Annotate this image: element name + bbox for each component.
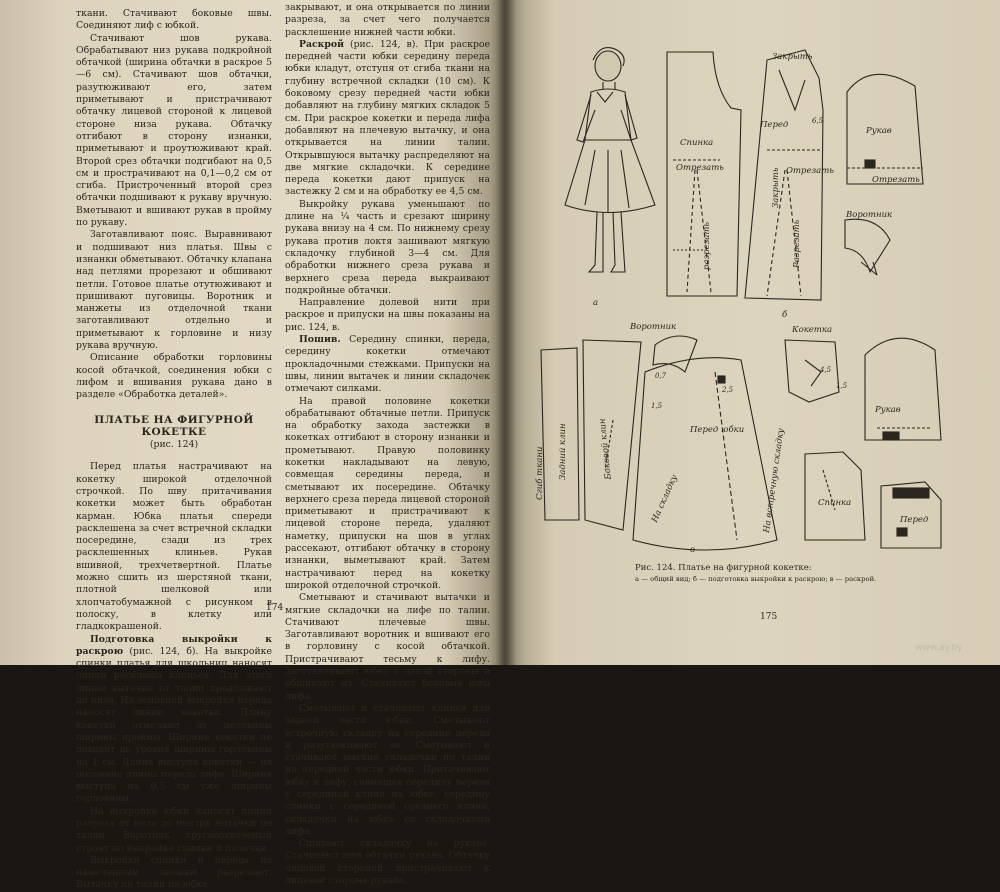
dimension-label: 6,5	[812, 117, 824, 125]
dimension-label: 1,5	[836, 382, 848, 390]
label-pered-yubki: Перед юбки	[690, 425, 745, 435]
paragraph: Описание обработки горловины косой обтачкой, соединения юбки с лифом и вшивания рукава дано в разделе «Обработка деталей».	[76, 352, 272, 401]
label-otrezat-front: Отрезать	[786, 166, 834, 176]
book-gutter	[496, 0, 516, 665]
label-koketka: Кокетка	[792, 325, 833, 335]
label-bokovoy-klin: Боковой клин	[597, 417, 614, 480]
label-zakryt: Закрыть	[772, 52, 813, 62]
cut-sleeve	[865, 338, 941, 440]
paragraph: Сметывают и стачивают вытачки и мягкие складочки на лифе по талии. Стачивают плечевые швы. Заготавливают воротник и вшивают его в горловину с косой обтачкой. Пристрачивают тесьму к лифу. Заготавливают юбку с левой стороны и обшивают их. Стачивают боковые швы лифа.	[285, 592, 490, 702]
cut-back-bodice	[805, 452, 865, 540]
paragraph-text: Середину спинки, переда, середину кокетки отмечают прокладочными стежками. Припуски на швы, линии вытачек и линии складочек отмечают силками.	[285, 334, 490, 395]
label-figure-b: б	[782, 310, 788, 320]
label-otrezat: Отрезать	[676, 163, 724, 173]
watermark: www.ay.by	[915, 643, 963, 653]
paragraph: Заготавливают пояс. Выравнивают и подшивают низ платья. Швы с изнанки обметывают. Обтачку клапана над петлями прорезают и обшивают петли. Готовое платье отутюживают и пришивают пуговицы. Воротник и манжеты из отделочной ткани заготавливают отдельно и приметывают к горловине и низу рукава вручную.	[76, 229, 272, 352]
caption-legend: а — общий вид; б — подготовка выкройки к раскрою; в — раскрой.	[635, 575, 877, 583]
section-subheading: (рис. 124)	[149, 439, 199, 451]
paragraph: Сметывают и стачивают клинья для задней части юбки. Сметывают встречную складку на середине переда и разутюживают ее. Сметывают и стачивают мягкие складочки по талии на передней части юбки. Притачивают юбку к лифу, совмещая середину переда с серединой клина на юбке, середину спинки с серединой среднего клина, складочки на юбке со складочками лифа.	[285, 702, 490, 837]
label-sgib-tkani: Сгиб ткани	[535, 446, 545, 500]
label-rukav-cut: Рукав	[875, 405, 901, 415]
cut-side-wedge	[583, 340, 641, 530]
label-zakryt-vertical: Закрыть	[771, 167, 781, 208]
paragraph: Перед платья настрачивают на кокетку широкой отделочной строчкой. По шву притачивания кокетки может быть обработан карман. Юбка платья спереди расклешена за счет встречной складки посередине, сзади из трех расклешенных клиньев. Рукав вшивной, трехчетвертной. Платье можно сшить из шерстяной ткани, плотной шелковой или хлопчатобумажной с рисунком в полоску, в клетку или гладкокрашеной.	[76, 461, 272, 633]
paragraph: Сшивают складочку на рукаве. Стачивают шов обтачки рукава. Обтачку лицевой стороной пристрачивают к лицевой стороне рукава,	[285, 838, 490, 887]
label-na-skladku: На складку	[650, 473, 680, 525]
label-otrezat-sleeve: Отрезать	[872, 175, 920, 185]
label-pered: Перед	[760, 120, 789, 130]
label-razrezat-front: Разрезать	[792, 219, 802, 268]
paragraph: Направление долевой нити при раскрое и припуски на швы показаны на рис. 124, в.	[285, 297, 490, 333]
paragraph: Выкройку рукава уменьшают по длине на ¼ часть и срезают ширину рукава внизу на 4 см. По нижнему срезу рукава против локтя зашивают мягкую складочку глубиной 3—4 см. Для обработки нижнего среза рукава и верхнего среза переда выкраивают подкройные обтачки.	[285, 198, 490, 296]
label-razrezat: разрезать	[702, 221, 712, 270]
paragraph: Выкройки спинки и переда по намеченным линиям разрезают. Вытачку по талии на юбке	[76, 854, 272, 891]
label-figure-a: а	[593, 298, 599, 308]
paragraph: На выкройке юбки наносят линии разреза от низа до центра вытачки по талии. Воротник круглоохваченый строят по выкройке спинки и полочки.	[76, 805, 272, 854]
pattern-collar	[845, 219, 890, 272]
dimension-label: 4,5	[820, 366, 832, 374]
label-spinka-cut: Спинка	[818, 498, 852, 508]
label-na-vstrechnuyu-skladku: На встречную складку	[762, 427, 787, 534]
label-spinka: Спинка	[680, 138, 714, 148]
dimension-label: 1,5	[651, 402, 663, 410]
paragraph: На правой половине кокетки обрабатывают обтачные петли. Припуск на обработку захода застежки в кокетках отгибают в сторону изнанки и прометывают. Правую половинку кокетки накладывают на левую, совмещая середины переда, и сметывают их посередине. Обтачку верхнего среза переда лицевой стороной приметывают и пристрачивают к лицевой стороне переда, удаляют наметку, припуски на шов в углах рассекают, отгибают обтачку в сторону изнанки, выметывают край. Затем настрачивают перед на кокетку широкой отделочной строчкой.	[285, 395, 490, 591]
label-figure-v: в	[690, 545, 695, 555]
left-page-column-1	[76, 8, 272, 892]
dimension-label: 2,5	[722, 386, 734, 394]
paragraph: Стачивают шов рукава. Обрабатывают низ рукава подкройной обтачкой (ширина обтачки в раскрое 5—6 см). Стачивают шов обтачки, разутюживают его, затем приметывают и пристрачивают обтачку лицевой стороной к лицевой стороне низа рукава. Обтачку отгибают в сторону изнанки, приметывают и проутюживают край. Второй срез обтачки подгибают на 0,5 см и прострачивают на 0,1—0,2 см от сгиба. Пристроченный второй срез обтачки подшивают к рукаву вручную. Вметывают и вшивают рукав в пройму по рукаву.	[76, 32, 272, 229]
run-in-heading: Подготовка выкройки к раскрою	[76, 633, 272, 657]
page-number-right: 175	[760, 612, 778, 622]
label-rukav: Рукав	[866, 126, 892, 136]
label-vorotnik: Воротник	[846, 210, 893, 220]
figure-caption	[635, 563, 935, 585]
paragraph: закрывают, и она открывается по линии разреза, за счет чего получается расклешение нижней части юбки.	[285, 2, 490, 38]
paragraph-text: (рис. 124, в). При раскрое передней части юбки середину переда юбки кладут, отступя от сгиба ткани на глубину встречной складки (10 см). К боковому срезу передней части юбки добавляют на глубину мягких складок 5 см. При раскрое кокетки и переда лифа добавляют на плечевую вытачку, и она открывается на линии талии. Открывшуюся вытачку распределяют на две мягкие складочки. К середине переда кокетки дают припуск на застежку 2 см и на обработку ее 4,5 см.	[285, 38, 490, 198]
page-number-left: 174	[266, 603, 284, 613]
paragraph-text: (рис. 124, б). На выкройке спинки платья для школьниц наносят линии расклеша клиньев. Для этого линии вытачки от талии продолжают до низа. На основной выкройке переда наносят линии кокетки. Длину кокетки отмечают от половины ширины проймы. Ширина кокетки не доходит до уровня ширины горловины на 1 см. Длина выступа кокетки — на половине длины переда лифа. Ширина выступа на 0,5 см уже ширины горловины.	[76, 645, 272, 805]
run-in-heading: Раскрой	[299, 38, 344, 50]
girl-illustration	[565, 48, 655, 272]
label-vorotnik-cut: Воротник	[630, 322, 677, 332]
left-page-column-2	[285, 2, 490, 887]
label-zadniy-klin: Задний клин	[558, 423, 568, 480]
section-heading: ПЛАТЬЕ НА ФИГУРНОЙ КОКЕТКЕ	[94, 413, 254, 438]
label-pered-cut: Перед	[900, 515, 929, 525]
paragraph: ткани. Стачивают боковые швы. Соединяют лиф с юбкой.	[76, 8, 272, 32]
run-in-heading: Пошив.	[299, 334, 341, 346]
caption-title: Рис. 124. Платье на фигурной кокетке:	[635, 563, 812, 573]
dimension-label: 0,7	[655, 372, 667, 380]
